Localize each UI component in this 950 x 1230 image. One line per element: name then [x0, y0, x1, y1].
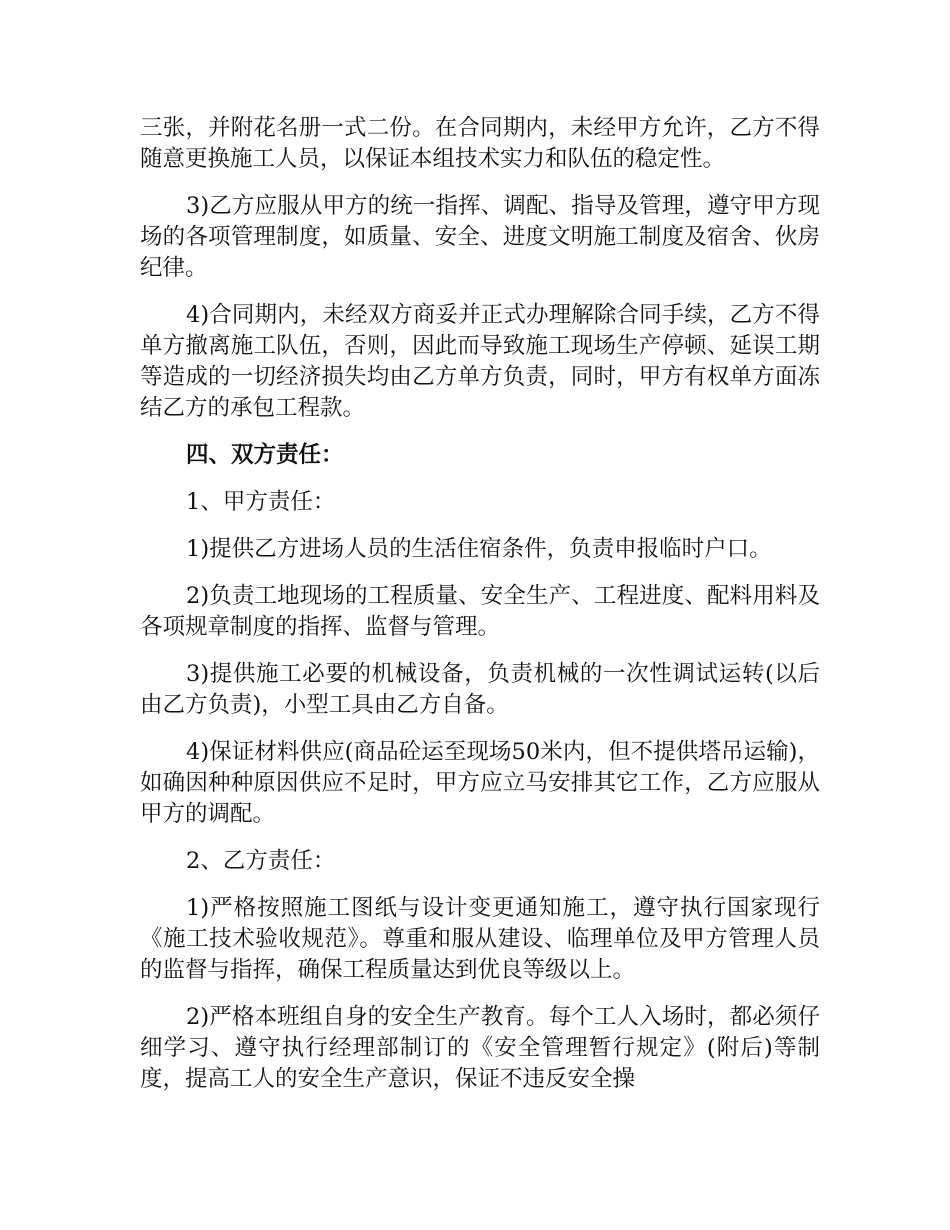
- paragraph-party-a-item-2: 2)负责工地现场的工程质量、安全生产、工程进度、配料用料及各项规章制度的指挥、监督与管理。: [140, 583, 820, 640]
- document-body: [140, 113, 820, 1111]
- paragraph-party-a-item-1: 1)提供乙方进场人员的生活住宿条件，负责申报临时户口。: [186, 536, 772, 562]
- subheading-party-a: 1、甲方责任：: [186, 489, 336, 515]
- section-heading-responsibilities: 四、双方责任：: [186, 442, 344, 468]
- subheading-party-b: 2、乙方责任：: [186, 848, 336, 874]
- paragraph-no-withdrawal: 4)合同期内，未经双方商妥并正式办理解除合同手续，乙方不得单方撤离施工队伍，否则，因此而导致施工现场生产停顿、延误工期等造成的一切经济损失均由乙方单方负责，同时，甲方有权单方面冻结乙方的承包工程款。: [140, 302, 820, 421]
- paragraph-obey-management: 3)乙方应服从甲方的统一指挥、调配、指导及管理，遵守甲方现场的各项管理制度，如质量、安全、进度文明施工制度及宿舍、伙房纪律。: [140, 193, 820, 281]
- paragraph-continuation: 三张，并附花名册一式二份。在合同期内，未经甲方允许，乙方不得随意更换施工人员，以保证本组技术实力和队伍的稳定性。: [140, 115, 820, 172]
- paragraph-party-b-item-2: 2)严格本班组自身的安全生产教育。每个工人入场时，都必须仔细学习、遵守执行经理部制订的《安全管理暂行规定》(附后)等制度，提高工人的安全生产意识，保证不违反安全操: [140, 1004, 820, 1092]
- paragraph-party-a-item-3: 3)提供施工必要的机械设备，负责机械的一次性调试运转(以后由乙方负责)，小型工具由乙方自备。: [140, 661, 820, 718]
- paragraph-party-b-item-1: 1)严格按照施工图纸与设计变更通知施工，遵守执行国家现行《施工技术验收规范》。尊重和服从建设、临理单位及甲方管理人员的监督与指挥，确保工程质量达到优良等级以上。: [140, 895, 820, 983]
- paragraph-party-a-item-4: 4)保证材料供应(商品砼运至现场50米内，但不提供塔吊运输)，如确因种种原因供应不足时，甲方应立马安排其它工作，乙方应服从甲方的调配。: [140, 739, 820, 827]
